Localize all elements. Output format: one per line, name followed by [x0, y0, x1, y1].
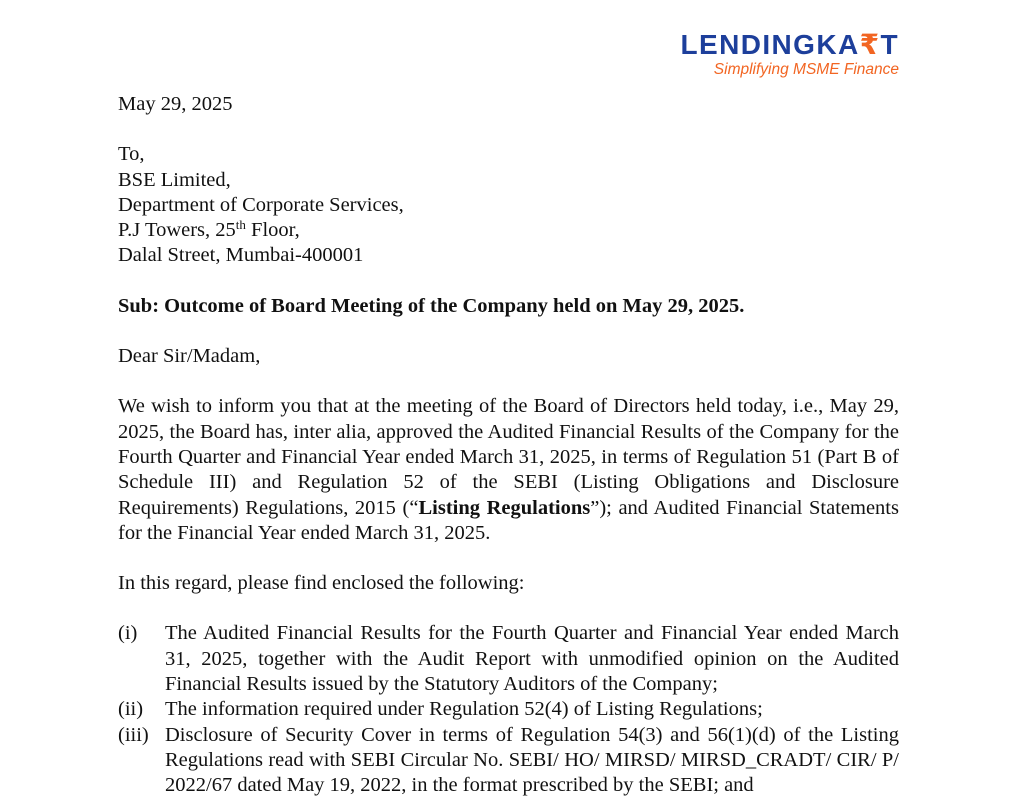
logo-wordmark-main: LENDINGKA: [680, 29, 860, 60]
list-item-marker: (ii): [118, 698, 144, 721]
list-item: [118, 697, 899, 722]
enclosures-list: [118, 621, 899, 798]
subject-line: Sub: Outcome of Board Meeting of the Company held on May 29, 2025.: [118, 294, 745, 317]
address-line-4: Dalal Street, Mumbai-400001: [118, 244, 364, 267]
letter-date: May 29, 2025: [118, 93, 233, 115]
list-item-text: The information required under Regulation 52(4) of Listing Regulations;: [165, 698, 763, 721]
address-line-3-post: Floor,: [245, 219, 300, 242]
letter-body: [118, 92, 899, 799]
body-text-part-2: ”); and Audited Financial Statements for the Financial Year ended March 31, 2025.: [118, 496, 899, 544]
company-logo: [681, 28, 899, 79]
enclosures-intro: In this regard, please find enclosed the following:: [118, 572, 525, 595]
body-text-part-1: We wish to inform you that at the meeting of the Board of Directors held today, i.e., May 29, 2025, the Board has, inter alia, approved the Audited Financial Results of the Company for the Fourth Quarter and Financial Year ended March 31, 2025, in terms of Regulation 51 (Part B of Schedule III) and Regulation 52 of the SEBI (Listing Obligations and Disclosure Requirements) Regulations, 2015 (“: [118, 395, 899, 519]
address-line-2: Department of Corporate Services,: [118, 193, 404, 216]
list-item-text: The Audited Financial Results for the Fourth Quarter and Financial Year ended March 31, 2025, together with the Audit Report with unmodified opinion on the Audited Financial Results issued by the Statutory Auditors of the Company;: [165, 622, 899, 696]
logo-tagline: Simplifying MSME Finance: [713, 61, 899, 78]
address-line-3-sup: th: [235, 217, 246, 233]
list-item-marker: (i): [118, 622, 138, 645]
logo-wordmark: [681, 28, 899, 62]
logo-wordmark-end: T: [880, 29, 899, 60]
list-item: [118, 621, 899, 697]
body-text-bold-term: Listing Regulations: [418, 496, 591, 519]
logo-rupee-glyph: ₹: [859, 29, 881, 60]
list-item: [118, 723, 899, 799]
recipient-address: [118, 142, 899, 268]
address-line-3-pre: P.J Towers, 25: [118, 219, 236, 242]
list-item-marker: (iii): [118, 723, 149, 746]
address-line-3: [118, 218, 899, 243]
address-line-1: BSE Limited,: [118, 168, 231, 191]
address-to: To,: [118, 143, 145, 166]
list-item-text: Disclosure of Security Cover in terms of Regulation 54(3) and 56(1)(d) of the Listing Regulations read with SEBI Circular No. SEBI/ HO/ MIRSD/ MIRSD_CRADT/ CIR/ P/ 2022/67 dated May 19, 2022, in the format prescribed by the SEBI; and: [165, 723, 899, 797]
salutation: Dear Sir/Madam,: [118, 345, 261, 368]
body-paragraph: [118, 394, 899, 546]
